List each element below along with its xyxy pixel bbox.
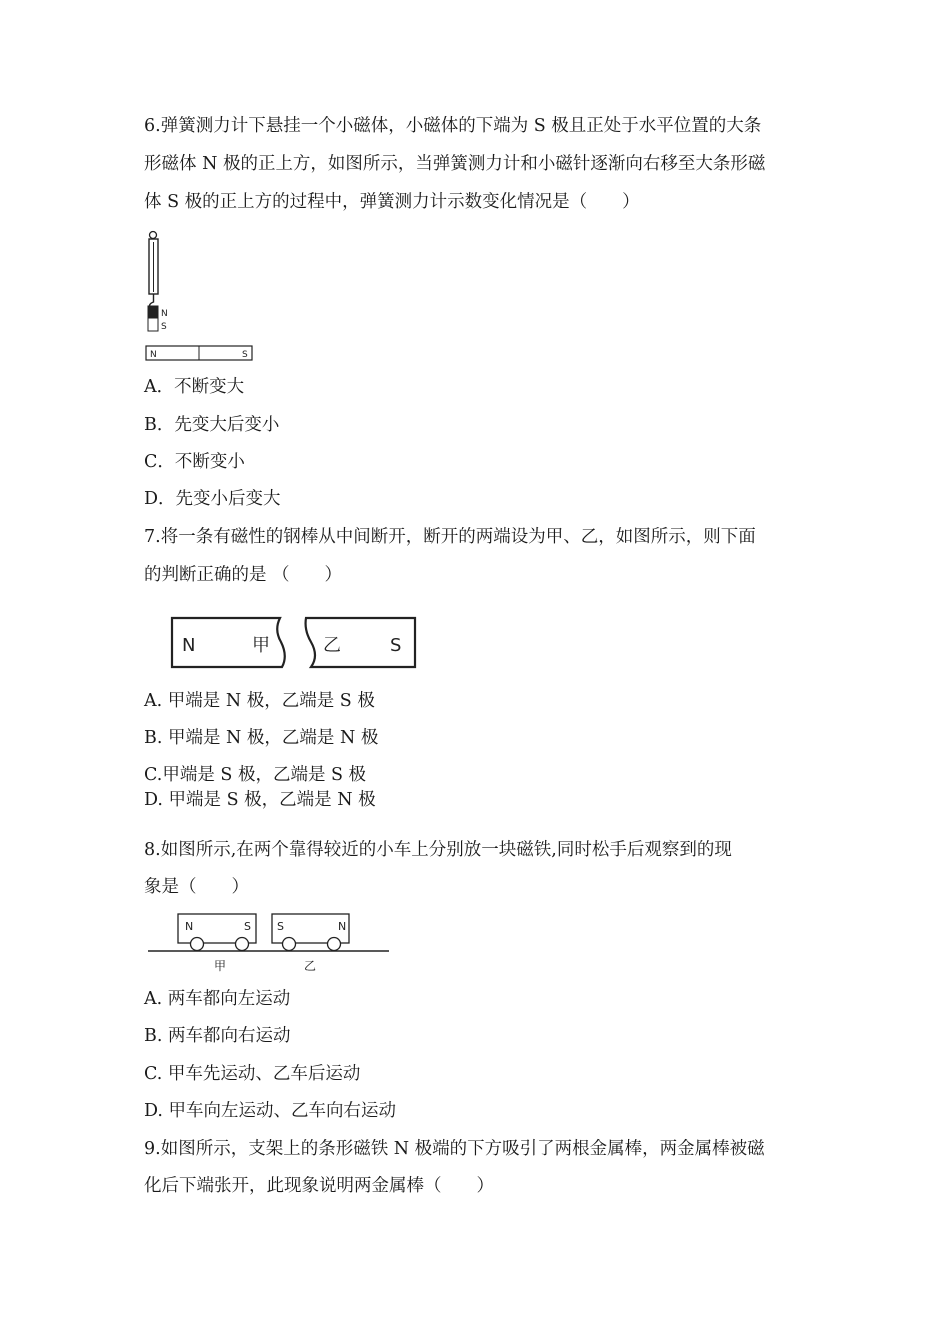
small-magnet-s-label: S [161, 322, 167, 332]
q8-option-c: C. 甲车先运动、乙车后运动 [144, 1064, 361, 1084]
q7-stem-line-1: 7.将一条有磁性的钢棒从中间断开，断开的两端设为甲、乙，如图所示，则下面 [144, 527, 756, 547]
q6-option-b: B．先变大后变小 [144, 415, 280, 435]
cart-jia-n-label: N [185, 920, 194, 933]
q8-stem-line-2: 象是（ ） [144, 877, 249, 897]
q6-figure-spring-scale-magnet [140, 226, 260, 366]
left-pole-n-label: N [182, 635, 196, 656]
q8-stem-line-1: 8.如图所示,在两个靠得较近的小车上分别放一块磁铁,同时松手后观察到的现 [144, 840, 732, 860]
q7-option-c: C.甲端是 S 极，乙端是 S 极 [144, 765, 367, 785]
cart-yi-label: 乙 [304, 959, 317, 973]
q6-stem-line-1: 6.弹簧测力计下悬挂一个小磁体，小磁体的下端为 S 极且正处于水平位置的大条 [144, 116, 762, 136]
q6-option-a: A．不断变大 [144, 377, 245, 397]
q7-figure-broken-magnet [168, 614, 420, 672]
q8-option-d: D. 甲车向左运动、乙车向右运动 [144, 1101, 397, 1121]
cart-jia-s-label: S [244, 920, 251, 933]
q6-stem-line-3: 体 S 极的正上方的过程中，弹簧测力计示数变化情况是（ ） [144, 192, 640, 212]
cart-jia-label: 甲 [214, 959, 227, 973]
cart-yi-n-label: N [338, 920, 347, 933]
q7-stem-line-2: 的判断正确的是 （ ） [144, 565, 343, 585]
yi-end-label: 乙 [323, 635, 341, 656]
q7-option-a: A. 甲端是 N 极，乙端是 S 极 [144, 691, 375, 711]
q7-option-b: B. 甲端是 N 极，乙端是 N 极 [144, 728, 379, 748]
small-magnet-n-half [148, 306, 158, 318]
q7-option-d: D. 甲端是 S 极，乙端是 N 极 [144, 790, 376, 810]
q9-stem-line-1: 9.如图所示，支架上的条形磁铁 N 极端的下方吸引了两根金属棒，两金属棒被磁 [144, 1139, 765, 1159]
q8-figure-magnet-carts [146, 908, 392, 974]
jia-end-label: 甲 [252, 635, 270, 656]
q6-option-c: C．不断变小 [144, 452, 245, 472]
q8-option-a: A. 两车都向左运动 [144, 989, 291, 1009]
q8-option-b: B. 两车都向右运动 [144, 1026, 291, 1046]
q6-stem-line-2: 形磁体 N 极的正上方，如图所示，当弹簧测力计和小磁针逐渐向右移至大条形磁 [144, 154, 766, 174]
bar-magnet-s-label: S [242, 350, 248, 360]
right-pole-s-label: S [390, 635, 402, 656]
small-magnet-s-half [148, 318, 158, 331]
cart-jia-wheel-left [191, 938, 204, 951]
cart-yi-wheel-left [283, 938, 296, 951]
cart-yi-s-label: S [277, 920, 284, 933]
bar-magnet-n-label: N [150, 350, 157, 360]
scale-ring [150, 232, 157, 239]
small-magnet-n-label: N [161, 309, 168, 319]
q9-stem-line-2: 化后下端张开，此现象说明两金属棒（ ） [144, 1176, 494, 1196]
cart-jia-wheel-right [236, 938, 249, 951]
q6-option-d: D．先变小后变大 [144, 489, 281, 509]
cart-yi-wheel-right [328, 938, 341, 951]
